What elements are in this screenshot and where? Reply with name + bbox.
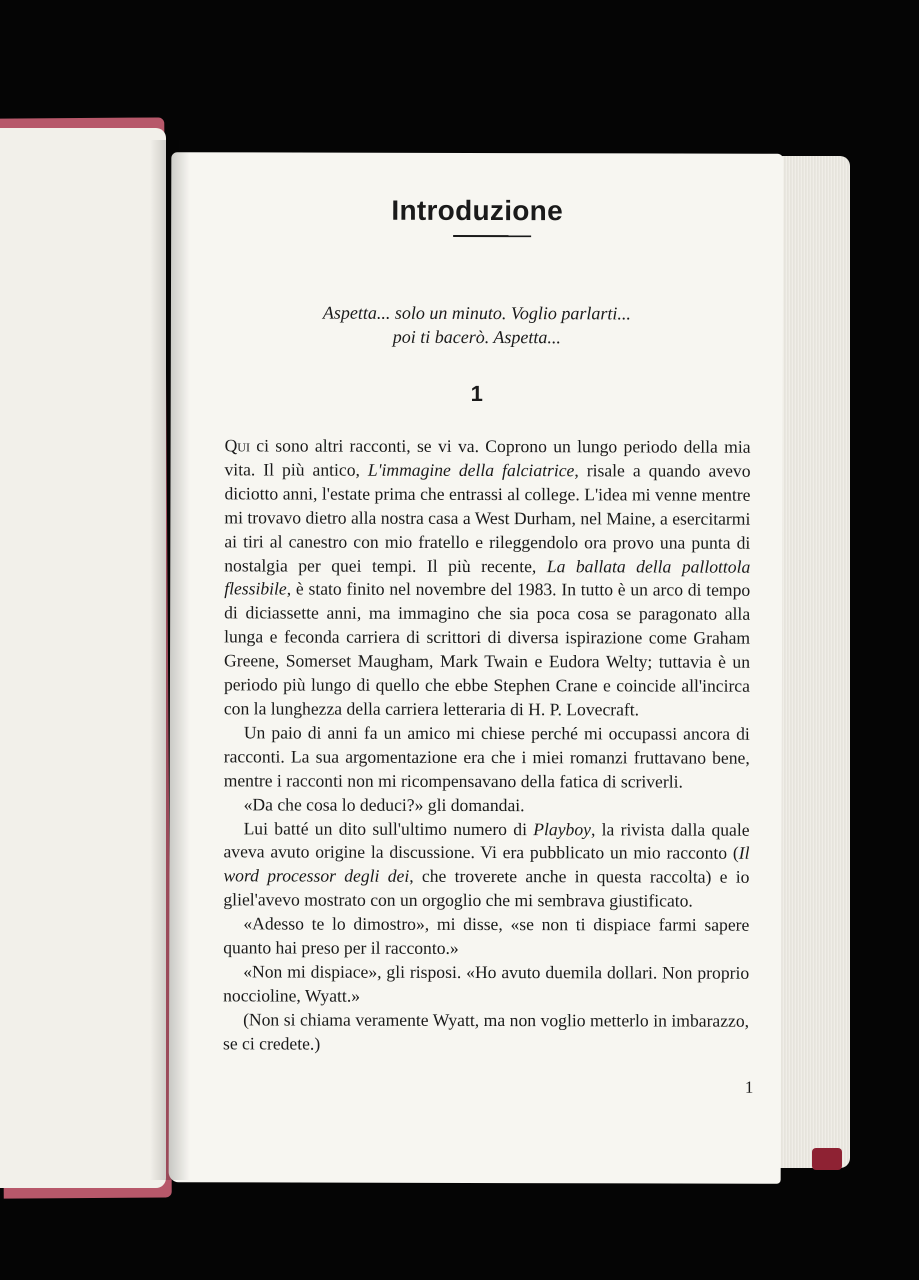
paragraph <box>224 434 751 722</box>
page-title: Introduzione <box>391 194 564 227</box>
epigraph-line: Aspetta... solo un minuto. Voglio parlarti... <box>322 302 631 324</box>
spine-shadow <box>150 140 190 1180</box>
paragraph: «Adesso te lo dimostro», mi disse, «se non ti dispiace farmi sapere quanto hai preso per il racconto.» <box>223 913 750 958</box>
text-span: , che troverete anche in questa raccolta) e io gliel'avevo mostrato con un orgoglio che mi sembrava giustificato. <box>223 866 750 911</box>
paragraph: «Non mi dispiace», gli risposi. «Ho avuto duemila dollari. Non proprio noccioline, Wyatt.» <box>223 961 750 1006</box>
paragraph: (Non si chiama veramente Wyatt, ma non voglio metterlo in imbarazzo, se ci credete.) <box>222 1009 750 1054</box>
dropcap-word: Qui <box>224 435 250 456</box>
title-rule <box>453 235 531 237</box>
left-page <box>0 128 166 1188</box>
page-number: 1 <box>744 1077 754 1097</box>
story-title: La ballata della pallottola flessibile <box>224 555 751 599</box>
paragraph: Un paio di anni fa un amico mi chiese perché mi occupassi ancora di racconti. La sua argomentazione era che i miei romanzi fruttavano bene, mentre i racconti non mi ricompensavano della fatica di scriverli. <box>223 722 750 792</box>
paragraph <box>223 817 749 914</box>
body-text <box>223 434 751 1057</box>
section-number: 1 <box>470 380 483 407</box>
text-span: , risale a quando avevo diciotto anni, l'estate prima che entrassi al college. L'idea mi venne mentre mi trovavo dietro alla nostra casa a West Durham, nel Maine, a esercitarmi ai tiri al canestro con mio fratello e rileggendolo ora provo una punta di nostalgia per quei tempi. Il più recente, <box>224 460 751 576</box>
epigraph-line: poi ti bacerò. Aspetta... <box>392 326 561 348</box>
story-title: Il word processor degli dei <box>223 843 750 887</box>
cover-corner <box>812 1148 842 1170</box>
magazine-title: Playboy <box>533 818 591 839</box>
text-span: Lui batté un dito sull'ultimo numero di <box>243 817 534 839</box>
epigraph <box>171 300 783 350</box>
text-span: , è stato finito nel novembre del 1983. In tutto è un arco di tempo di diciassette anni, ma immagino che sia poca cosa se paragonato alla lunga e feconda carriera di scrittori di diversa ispirazione come Graham Greene, Somerset Maugham, Mark Twain e Eudora Welty; tuttavia è un periodo più lungo di quello che ebbe Stephen Crane e coincide all'incirca con la lunghezza della carriera letteraria di H. P. Lovecraft. <box>223 578 751 720</box>
story-title: L'immagine della falciatrice <box>367 459 575 481</box>
right-page <box>169 152 784 1184</box>
text-span: , la rivista dalla quale aveva avuto origine la discussione. Vi era pubblicato un mio racconto ( <box>223 818 750 864</box>
paragraph: «Da che cosa lo deduci?» gli domandai. <box>243 793 525 815</box>
text-span: ci sono altri racconti, se vi va. Coprono un lungo periodo della mia vita. Il più antico, <box>224 435 751 480</box>
